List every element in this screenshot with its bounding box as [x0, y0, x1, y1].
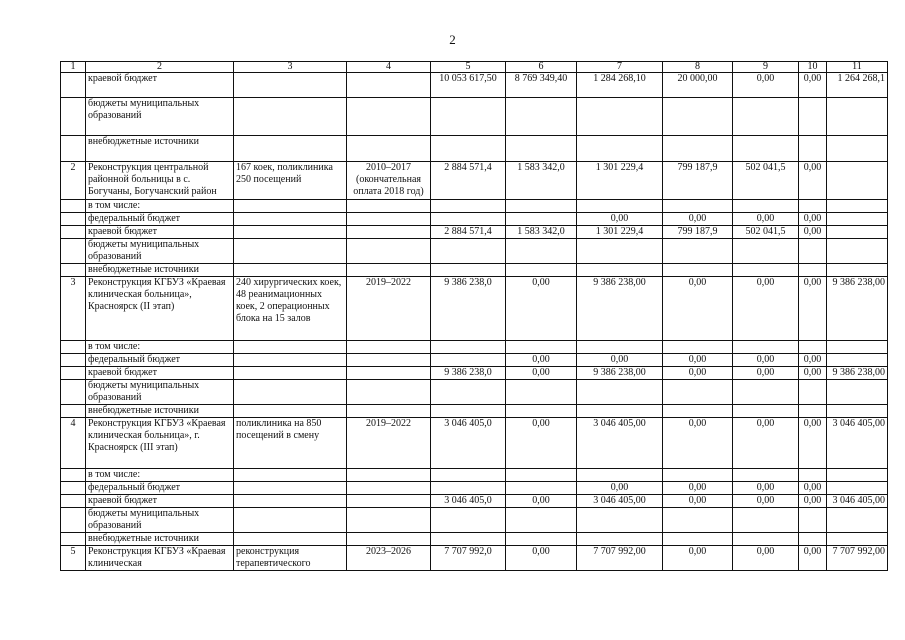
amount-col9-cell: [733, 264, 799, 277]
amount-col7-cell: [577, 469, 663, 482]
description-cell: Реконструкция КГБУЗ «Краевая клиническая больница», Красноярск (II этап): [86, 277, 234, 341]
row-number-cell: [61, 98, 86, 136]
amount-col10-cell: 0,00: [799, 482, 827, 495]
amount-col9-cell: [733, 239, 799, 264]
amount-col10-cell: [799, 341, 827, 354]
amount-col8-cell: 0,00: [663, 482, 733, 495]
table-row: [61, 277, 888, 341]
period-cell: 2010–2017 (окончательная оплата 2018 год): [347, 162, 431, 200]
description-cell: краевой бюджет: [86, 495, 234, 508]
description-cell: бюджеты муниципальных образований: [86, 508, 234, 533]
row-number-cell: 4: [61, 418, 86, 469]
amount-col6-cell: [506, 380, 577, 405]
period-cell: [347, 354, 431, 367]
period-cell: [347, 136, 431, 162]
amount-col9-cell: 0,00: [733, 418, 799, 469]
amount-col8-cell: [663, 380, 733, 405]
table-row: [61, 354, 888, 367]
row-number-cell: 2: [61, 162, 86, 200]
period-cell: [347, 367, 431, 380]
description-cell: внебюджетные источники: [86, 533, 234, 546]
description-cell: федеральный бюджет: [86, 354, 234, 367]
amount-col10-cell: [799, 136, 827, 162]
column-header: 7: [577, 62, 663, 73]
row-number-cell: 5: [61, 546, 86, 571]
description-cell: Реконструкция КГБУЗ «Краевая клиническая больница», г. Красноярск (III этап): [86, 418, 234, 469]
amount-col9-cell: [733, 136, 799, 162]
amount-col9-cell: [733, 469, 799, 482]
amount-col5-cell: [431, 482, 506, 495]
amount-col7-cell: 9 386 238,00: [577, 367, 663, 380]
capacity-cell: [234, 341, 347, 354]
amount-col7-cell: [577, 200, 663, 213]
capacity-cell: [234, 213, 347, 226]
column-header: 5: [431, 62, 506, 73]
table-row: [61, 418, 888, 469]
table-row: [61, 533, 888, 546]
amount-col11-cell: 7 707 992,00: [827, 546, 888, 571]
period-cell: [347, 264, 431, 277]
amount-col6-cell: [506, 213, 577, 226]
column-header: 4: [347, 62, 431, 73]
amount-col5-cell: [431, 200, 506, 213]
amount-col11-cell: [827, 341, 888, 354]
amount-col11-cell: [827, 482, 888, 495]
amount-col11-cell: [827, 380, 888, 405]
amount-col8-cell: [663, 508, 733, 533]
amount-col5-cell: 3 046 405,0: [431, 418, 506, 469]
description-cell: краевой бюджет: [86, 73, 234, 98]
amount-col7-cell: 0,00: [577, 354, 663, 367]
amount-col8-cell: 799 187,9: [663, 162, 733, 200]
row-number-cell: [61, 508, 86, 533]
amount-col6-cell: [506, 200, 577, 213]
amount-col7-cell: [577, 533, 663, 546]
page-number: 2: [449, 32, 456, 47]
capacity-cell: реконструкция терапевтического: [234, 546, 347, 571]
amount-col9-cell: 502 041,5: [733, 162, 799, 200]
amount-col7-cell: [577, 508, 663, 533]
amount-col5-cell: [431, 264, 506, 277]
period-cell: [347, 508, 431, 533]
table-row: [61, 136, 888, 162]
amount-col6-cell: [506, 98, 577, 136]
row-number-cell: [61, 226, 86, 239]
period-cell: [347, 98, 431, 136]
amount-col8-cell: [663, 405, 733, 418]
amount-col6-cell: 0,00: [506, 495, 577, 508]
description-cell: бюджеты муниципальных образований: [86, 380, 234, 405]
description-cell: бюджеты муниципальных образований: [86, 98, 234, 136]
amount-col6-cell: 8 769 349,40: [506, 73, 577, 98]
capacity-cell: [234, 482, 347, 495]
capacity-cell: [234, 73, 347, 98]
amount-col9-cell: [733, 405, 799, 418]
amount-col11-cell: [827, 239, 888, 264]
amount-col5-cell: [431, 533, 506, 546]
amount-col8-cell: 0,00: [663, 213, 733, 226]
amount-col10-cell: [799, 405, 827, 418]
capacity-cell: [234, 239, 347, 264]
amount-col10-cell: 0,00: [799, 277, 827, 341]
amount-col9-cell: 0,00: [733, 277, 799, 341]
amount-col6-cell: 0,00: [506, 367, 577, 380]
table-row: [61, 469, 888, 482]
capacity-cell: [234, 469, 347, 482]
amount-col10-cell: [799, 98, 827, 136]
amount-col5-cell: [431, 380, 506, 405]
amount-col8-cell: [663, 469, 733, 482]
amount-col11-cell: [827, 469, 888, 482]
row-number-cell: [61, 213, 86, 226]
capacity-cell: [234, 98, 347, 136]
amount-col9-cell: 502 041,5: [733, 226, 799, 239]
column-header: 9: [733, 62, 799, 73]
description-cell: в том числе:: [86, 200, 234, 213]
amount-col10-cell: 0,00: [799, 495, 827, 508]
amount-col6-cell: 0,00: [506, 546, 577, 571]
amount-col8-cell: [663, 98, 733, 136]
capacity-cell: [234, 264, 347, 277]
amount-col8-cell: [663, 533, 733, 546]
description-cell: внебюджетные источники: [86, 405, 234, 418]
amount-col9-cell: [733, 341, 799, 354]
amount-col5-cell: [431, 136, 506, 162]
amount-col11-cell: [827, 264, 888, 277]
description-cell: бюджеты муниципальных образований: [86, 239, 234, 264]
amount-col7-cell: 1 284 268,10: [577, 73, 663, 98]
amount-col9-cell: [733, 380, 799, 405]
amount-col8-cell: 0,00: [663, 367, 733, 380]
period-cell: 2019–2022: [347, 277, 431, 341]
table-row: [61, 226, 888, 239]
amount-col9-cell: 0,00: [733, 495, 799, 508]
amount-col6-cell: 1 583 342,0: [506, 162, 577, 200]
row-number-cell: [61, 341, 86, 354]
amount-col11-cell: [827, 162, 888, 200]
amount-col10-cell: 0,00: [799, 162, 827, 200]
amount-col9-cell: 0,00: [733, 213, 799, 226]
description-cell: федеральный бюджет: [86, 213, 234, 226]
capacity-cell: 240 хирургических коек, 48 реанимационных коек, 2 операционных блока на 15 залов: [234, 277, 347, 341]
amount-col7-cell: 1 301 229,4: [577, 226, 663, 239]
amount-col5-cell: 3 046 405,0: [431, 495, 506, 508]
description-cell: Реконструкция КГБУЗ «Краевая клиническая: [86, 546, 234, 571]
period-cell: [347, 341, 431, 354]
row-number-cell: [61, 367, 86, 380]
amount-col7-cell: [577, 98, 663, 136]
amount-col11-cell: [827, 354, 888, 367]
amount-col6-cell: [506, 264, 577, 277]
capacity-cell: [234, 354, 347, 367]
amount-col9-cell: [733, 200, 799, 213]
amount-col10-cell: 0,00: [799, 546, 827, 571]
period-cell: 2019–2022: [347, 418, 431, 469]
amount-col10-cell: 0,00: [799, 354, 827, 367]
period-cell: [347, 469, 431, 482]
period-cell: 2023–2026: [347, 546, 431, 571]
amount-col6-cell: [506, 482, 577, 495]
column-header: 3: [234, 62, 347, 73]
table-row: [61, 200, 888, 213]
amount-col6-cell: 0,00: [506, 354, 577, 367]
period-cell: [347, 213, 431, 226]
amount-col6-cell: [506, 136, 577, 162]
amount-col7-cell: [577, 380, 663, 405]
amount-col7-cell: [577, 264, 663, 277]
amount-col11-cell: 9 386 238,00: [827, 367, 888, 380]
amount-col9-cell: [733, 98, 799, 136]
amount-col9-cell: [733, 533, 799, 546]
amount-col11-cell: [827, 405, 888, 418]
table-row: [61, 546, 888, 571]
description-cell: в том числе:: [86, 469, 234, 482]
capacity-cell: [234, 367, 347, 380]
amount-col8-cell: [663, 239, 733, 264]
period-cell: [347, 495, 431, 508]
amount-col8-cell: 20 000,00: [663, 73, 733, 98]
amount-col6-cell: [506, 341, 577, 354]
table-row: [61, 495, 888, 508]
description-cell: краевой бюджет: [86, 367, 234, 380]
amount-col5-cell: 7 707 992,0: [431, 546, 506, 571]
amount-col5-cell: [431, 508, 506, 533]
amount-col7-cell: 3 046 405,00: [577, 418, 663, 469]
row-number-cell: [61, 380, 86, 405]
amount-col7-cell: 3 046 405,00: [577, 495, 663, 508]
amount-col8-cell: [663, 136, 733, 162]
amount-col9-cell: 0,00: [733, 354, 799, 367]
table-row: [61, 380, 888, 405]
row-number-cell: [61, 405, 86, 418]
amount-col8-cell: 799 187,9: [663, 226, 733, 239]
amount-col7-cell: 9 386 238,00: [577, 277, 663, 341]
amount-col6-cell: [506, 508, 577, 533]
description-cell: в том числе:: [86, 341, 234, 354]
amount-col10-cell: [799, 508, 827, 533]
amount-col6-cell: 0,00: [506, 418, 577, 469]
budget-table: [60, 61, 888, 571]
period-cell: [347, 380, 431, 405]
table-row: [61, 341, 888, 354]
column-header: 2: [86, 62, 234, 73]
amount-col6-cell: 0,00: [506, 277, 577, 341]
amount-col6-cell: [506, 469, 577, 482]
amount-col8-cell: 0,00: [663, 546, 733, 571]
amount-col8-cell: 0,00: [663, 495, 733, 508]
amount-col8-cell: 0,00: [663, 354, 733, 367]
amount-col11-cell: [827, 98, 888, 136]
capacity-cell: [234, 380, 347, 405]
amount-col9-cell: 0,00: [733, 73, 799, 98]
amount-col7-cell: [577, 341, 663, 354]
amount-col8-cell: 0,00: [663, 277, 733, 341]
table-body: [61, 73, 888, 571]
amount-col11-cell: [827, 213, 888, 226]
table-row: [61, 405, 888, 418]
column-header: 1: [61, 62, 86, 73]
row-number-cell: [61, 533, 86, 546]
amount-col8-cell: [663, 264, 733, 277]
amount-col7-cell: 0,00: [577, 213, 663, 226]
description-cell: внебюджетные источники: [86, 136, 234, 162]
amount-col5-cell: [431, 341, 506, 354]
amount-col5-cell: [431, 405, 506, 418]
period-cell: [347, 533, 431, 546]
row-number-cell: [61, 200, 86, 213]
amount-col10-cell: 0,00: [799, 418, 827, 469]
amount-col6-cell: 1 583 342,0: [506, 226, 577, 239]
period-cell: [347, 73, 431, 98]
capacity-cell: [234, 200, 347, 213]
amount-col10-cell: 0,00: [799, 73, 827, 98]
amount-col10-cell: [799, 380, 827, 405]
amount-col6-cell: [506, 239, 577, 264]
amount-col11-cell: 1 264 268,1: [827, 73, 888, 98]
column-header: 11: [827, 62, 888, 73]
column-header: 6: [506, 62, 577, 73]
row-number-cell: [61, 354, 86, 367]
amount-col11-cell: [827, 533, 888, 546]
amount-col10-cell: [799, 469, 827, 482]
amount-col8-cell: 0,00: [663, 418, 733, 469]
description-cell: краевой бюджет: [86, 226, 234, 239]
row-number-cell: [61, 469, 86, 482]
amount-col5-cell: 2 884 571,4: [431, 226, 506, 239]
amount-col7-cell: [577, 405, 663, 418]
capacity-cell: [234, 405, 347, 418]
capacity-cell: [234, 495, 347, 508]
amount-col5-cell: 9 386 238,0: [431, 367, 506, 380]
amount-col10-cell: [799, 264, 827, 277]
table-row: [61, 482, 888, 495]
column-number-row: [61, 62, 888, 73]
capacity-cell: [234, 508, 347, 533]
amount-col7-cell: 1 301 229,4: [577, 162, 663, 200]
amount-col7-cell: 0,00: [577, 482, 663, 495]
table-row: [61, 162, 888, 200]
amount-col11-cell: [827, 508, 888, 533]
capacity-cell: [234, 226, 347, 239]
amount-col5-cell: [431, 469, 506, 482]
capacity-cell: [234, 136, 347, 162]
amount-col10-cell: 0,00: [799, 226, 827, 239]
amount-col9-cell: 0,00: [733, 367, 799, 380]
table-row: [61, 213, 888, 226]
capacity-cell: [234, 533, 347, 546]
capacity-cell: поликлиника на 850 посещений в смену: [234, 418, 347, 469]
period-cell: [347, 405, 431, 418]
amount-col11-cell: 9 386 238,00: [827, 277, 888, 341]
amount-col10-cell: 0,00: [799, 213, 827, 226]
amount-col5-cell: [431, 98, 506, 136]
column-header: 8: [663, 62, 733, 73]
amount-col5-cell: 10 053 617,50: [431, 73, 506, 98]
table-row: [61, 367, 888, 380]
table-row: [61, 239, 888, 264]
amount-col7-cell: [577, 136, 663, 162]
amount-col11-cell: 3 046 405,00: [827, 495, 888, 508]
column-header: 10: [799, 62, 827, 73]
amount-col5-cell: [431, 239, 506, 264]
amount-col9-cell: 0,00: [733, 546, 799, 571]
amount-col7-cell: [577, 239, 663, 264]
table-row: [61, 508, 888, 533]
period-cell: [347, 482, 431, 495]
amount-col11-cell: [827, 200, 888, 213]
amount-col9-cell: 0,00: [733, 482, 799, 495]
amount-col9-cell: [733, 508, 799, 533]
amount-col11-cell: 3 046 405,00: [827, 418, 888, 469]
table-row: [61, 73, 888, 98]
period-cell: [347, 200, 431, 213]
description-cell: федеральный бюджет: [86, 482, 234, 495]
row-number-cell: [61, 239, 86, 264]
row-number-cell: [61, 482, 86, 495]
table-row: [61, 264, 888, 277]
amount-col6-cell: [506, 405, 577, 418]
amount-col6-cell: [506, 533, 577, 546]
row-number-cell: 3: [61, 277, 86, 341]
amount-col7-cell: 7 707 992,00: [577, 546, 663, 571]
amount-col10-cell: [799, 200, 827, 213]
amount-col11-cell: [827, 226, 888, 239]
amount-col8-cell: [663, 341, 733, 354]
description-cell: Реконструкция центральной районной больницы в с. Богучаны, Богучанский район: [86, 162, 234, 200]
period-cell: [347, 239, 431, 264]
amount-col10-cell: 0,00: [799, 367, 827, 380]
amount-col5-cell: [431, 213, 506, 226]
capacity-cell: 167 коек, поликлиника 250 посещений: [234, 162, 347, 200]
description-cell: внебюджетные источники: [86, 264, 234, 277]
period-cell: [347, 226, 431, 239]
row-number-cell: [61, 264, 86, 277]
row-number-cell: [61, 495, 86, 508]
amount-col8-cell: [663, 200, 733, 213]
table-row: [61, 98, 888, 136]
amount-col11-cell: [827, 136, 888, 162]
amount-col5-cell: [431, 354, 506, 367]
amount-col10-cell: [799, 239, 827, 264]
row-number-cell: [61, 136, 86, 162]
amount-col5-cell: 9 386 238,0: [431, 277, 506, 341]
row-number-cell: [61, 73, 86, 98]
amount-col10-cell: [799, 533, 827, 546]
amount-col5-cell: 2 884 571,4: [431, 162, 506, 200]
